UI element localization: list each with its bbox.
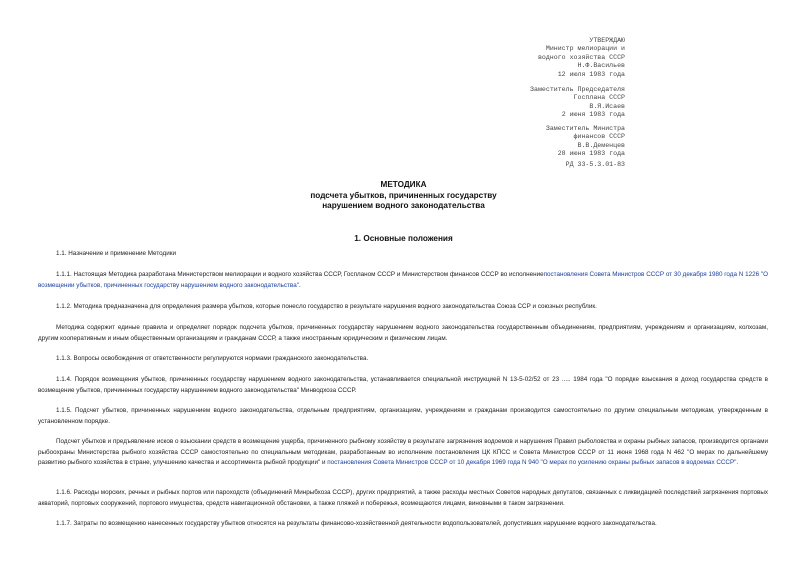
paragraph-1-1-2	[38, 302, 768, 313]
title-line-1: МЕТОДИКА	[380, 180, 427, 189]
decree-1969-link[interactable]: постановления Совета Министров СССР от 10 декабря 1969 года N 940 "О мерах по усилению охраны рыбных запасов в водоемах СССР"	[327, 459, 737, 467]
document-number: РД 33-5.3.01-83	[565, 161, 625, 168]
paragraph-1-1-5	[38, 406, 768, 427]
paragraph-text: 1.1. Назначение и применение Методики	[56, 250, 176, 257]
paragraph-text: 1.1.4. Порядок возмещения убытков, причиненных государству нарушением водного законодательства, устанавливается специальной инструкцией N 13-5-02/52 от 23 ..... 1984 года "О порядке взыскания в доход государства средств в возмещение убытков, причиненных государству нарушением водного законодательства" Минводхоза СССР.	[38, 376, 768, 394]
section-heading: 1. Основные положения	[354, 234, 453, 243]
approval-line: Министр мелиорации и	[545, 45, 625, 53]
title-line-3: нарушением водного законодательства	[322, 201, 485, 210]
approval-line: финансов СССР	[573, 133, 625, 141]
approval-line: Н.Ф.Васильев	[577, 62, 625, 70]
paragraph-1-1-6	[38, 488, 768, 509]
approval-line: Госплана СССР	[573, 94, 625, 102]
approval-block-minister	[538, 37, 625, 79]
approval-block-minfin	[546, 125, 625, 159]
approval-line: В.В.Деменцев	[577, 141, 625, 149]
paragraph-methodology	[38, 323, 768, 344]
document-title	[0, 180, 807, 212]
paragraph-text: 1.1.2. Методика предназначена для определения размера убытков, которые понесло государство в результате нарушения водного законодательства Союза ССР и союзных республик.	[56, 303, 597, 310]
paragraph-1-1-3	[38, 354, 768, 365]
paragraph-text: .	[736, 459, 739, 467]
paragraph-text: 1.1.6. Расходы морских, речных и рыбных портов или пароходств (объединений Минрыбхоза СССР), других предприятий, а также расходы местных Советов народных депутатов, связанных с ликвидацией последствий загрязнения портовых акваторий, портовых сооружений, портового имущества, средств навигационной обстановки, а также пляжей и побережья, возмещаются лицами, виновными в таком загрязнении.	[38, 489, 768, 507]
paragraph-text: 1.1.7. Затраты по возмещению нанесенных государству убытков относятся на результаты финансово-хозяйственной деятельности водопользователей, допустивших нарушение водного законодательства.	[56, 520, 657, 527]
paragraph-text: Методика содержит единые правила и определяет порядок подсчета убытков, причиненных государству нарушением водного законодательства государственным объединениям, предприятиям, учреждениям и организациям, колхозам, другим кооперативным и иным общественным организациям и гражданам СССР, а также иностранным юридическим и физическим лицам.	[38, 324, 768, 342]
paragraph-1-1	[38, 249, 768, 260]
approval-line: 12 июля 1983 года	[557, 70, 625, 78]
paragraph-text: 1.1.5. Подсчет убытков, причиненных нарушением водного законодательства, отдельным предприятиям, организациям, учреждениям и гражданам производится самостоятельно по другим специальным методикам, утвержденным в установленном порядке.	[38, 407, 768, 425]
decree-1980-link[interactable]: постановления Совета Министров СССР от 30 декабря 1980 года N 1226 "О возмещении убытков, причиненных государству нарушением водного законодательства"	[38, 271, 768, 289]
approval-line: В.Я.Исаев	[589, 102, 625, 110]
approval-line: УТВЕРЖДАЮ	[589, 37, 625, 44]
paragraph-fisheries	[38, 437, 768, 469]
approval-line: 2 июня 1983 года	[561, 111, 625, 119]
title-line-2: подсчета убытков, причиненных государству	[310, 190, 497, 200]
approval-line: водного хозяйства СССР	[537, 53, 625, 61]
approval-line: 28 июня 1983 года	[557, 150, 625, 158]
approval-line: Заместитель Председателя	[530, 86, 625, 93]
paragraph-text: Подсчет убытков и предъявление исков о взыскании средств в возмещение ущерба, причиненного рыбному хозяйству в результате загрязнения водоемов и нарушения Правил рыболовства и охраны рыбных запасов, производится органами рыбоохраны Министерства рыбного хозяйства СССР самостоятельно по специальным методикам, разработанным во исполнение постановления ЦК КПСС и Совета Министров СССР от 11 июня 1968 года N 462 "О мерах по дальнейшему развитию рыбного хозяйства в стране, улучшению качества и ассортимента рыбной продукции" и	[38, 438, 768, 467]
paragraph-1-1-4	[38, 375, 768, 396]
approval-block-gosplan	[530, 86, 625, 120]
approval-line: Заместитель Министра	[545, 125, 625, 132]
paragraph-text: .	[298, 281, 301, 289]
paragraph-1-1-7	[38, 519, 768, 530]
paragraph-text: 1.1.3. Вопросы освобождения от ответственности регулируются нормами гражданского законодательства.	[56, 355, 369, 362]
paragraph-1-1-1	[38, 270, 768, 291]
paragraph-text: 1.1.1. Настоящая Методика разработана Министерством мелиорации и водного хозяйства СССР, Госпланом СССР и Министерством финансов СССР во исполнение	[56, 271, 544, 278]
